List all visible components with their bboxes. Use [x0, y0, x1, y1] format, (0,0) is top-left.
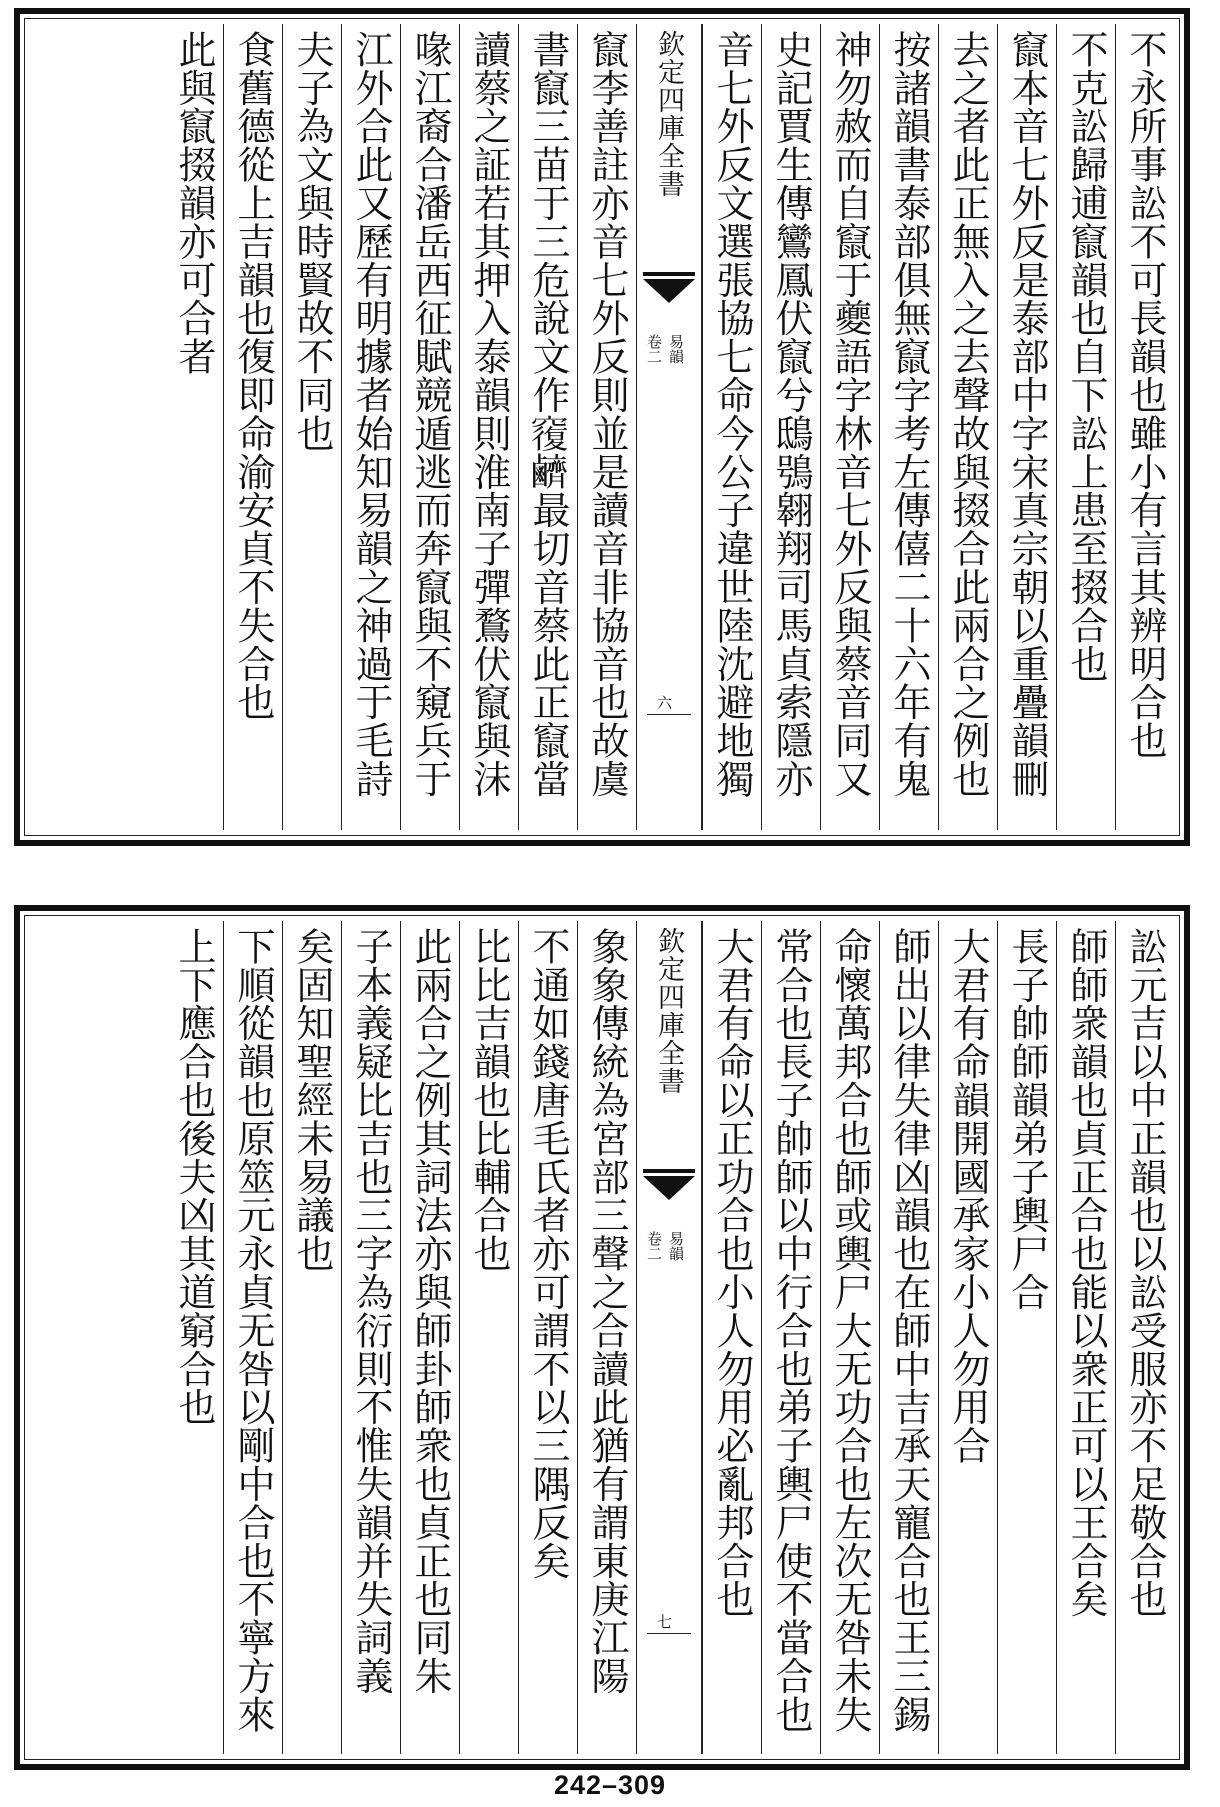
- text-column: 竄本音七外反是泰部中字宋真宗朝以重疊韻刪: [997, 24, 1056, 830]
- fold-rule: [647, 1633, 691, 1634]
- top-page: [14, 8, 1190, 846]
- text-column: 史記賈生傳鸞鳳伏竄兮鴟鴞翱翔司馬貞索隱亦: [761, 24, 820, 830]
- text-column: 神勿赦而自竄于夔語字林音七外反與蔡音同又: [820, 24, 879, 830]
- text-column: 命懷萬邦合也師或輿尸大无功合也左次无咎未失: [820, 921, 879, 1754]
- collection-title: 欽定四庫全書: [653, 30, 684, 198]
- center-fold-header: [636, 921, 702, 1754]
- book-title: 易韻: [667, 1231, 685, 1261]
- text-column: 按諸韻書泰部俱無竄字考左傳僖二十六年有鬼: [879, 24, 938, 830]
- collection-title: 欽定四庫全書: [653, 927, 684, 1095]
- center-fold-header: [636, 24, 702, 830]
- text-column: 竄李善註亦音七外反則並是讀音非協音也故虞: [577, 24, 636, 830]
- text-column: 常合也長子帥師以中行合也弟子輿尸使不當合也: [761, 921, 820, 1754]
- text-column: 比比吉韻也比輔合也: [459, 921, 518, 1754]
- top-columns: [30, 24, 1174, 830]
- fishtail-mark: [643, 1169, 695, 1215]
- text-column: 書竄三苗于三危說文作𥨍𪊆最切音蔡此正竄當: [518, 24, 577, 830]
- text-column: 矣固知聖經未易議也: [282, 921, 341, 1754]
- text-column: 大君有命韻開國承家小人勿用合: [938, 921, 997, 1754]
- volume-label: 卷二: [645, 1231, 663, 1261]
- book-title: 易韻: [667, 334, 685, 364]
- text-column: 江外合此又歷有明據者始知易韻之神過于毛詩: [341, 24, 400, 830]
- text-column: 不克訟歸逋竄韻也自下訟上患至掇合也: [1056, 24, 1115, 830]
- text-column: 子本義疑比吉也三字為衍則不惟失韻并失詞義: [341, 921, 400, 1754]
- bottom-page: [14, 905, 1190, 1770]
- text-column: 喙江裔合潘岳西征賦競遁逃而奔竄與不窺兵于: [400, 24, 459, 830]
- text-column: 上下應合也後夫凶其道窮合也: [172, 927, 216, 1427]
- text-column: 食舊德從上吉韻也復即命渝安貞不失合也: [223, 24, 282, 830]
- text-column: 象象傳統為宮部三聲之合讀此猶有謂東庚江陽: [577, 921, 636, 1754]
- text-column: 此與竄掇韻亦可合者: [172, 30, 216, 376]
- fishtail-mark: [643, 272, 695, 318]
- page-code: 242–309: [553, 1770, 667, 1800]
- text-column: 此兩合之例其詞法亦與師卦師衆也貞正也同朱: [400, 921, 459, 1754]
- text-column: 長子帥師韻弟子輿尸合: [997, 921, 1056, 1754]
- text-column: 不通如錢唐毛氏者亦可謂不以三隅反矣: [518, 921, 577, 1754]
- text-column: 音七外反文選張協七命今公子違世陸沈避地獨: [702, 24, 761, 830]
- fold-rule: [647, 714, 691, 715]
- text-column: 夫子為文與時賢故不同也: [282, 24, 341, 830]
- text-column: 師師衆韻也貞正合也能以衆正可以王合矣: [1056, 921, 1115, 1754]
- text-column: 下順從韻也原筮元永貞无咎以剛中合也不寧方來: [223, 921, 282, 1754]
- folio-number: 七: [657, 1613, 673, 1631]
- text-column: 師出以律失律凶韻也在師中吉承天寵合也王三錫: [879, 921, 938, 1754]
- text-column: 讀蔡之証若其押入泰韻則淮南子彈鶩伏竄與沬: [459, 24, 518, 830]
- bottom-columns: [30, 921, 1174, 1754]
- text-column: 不永所事訟不可長韻也雖小有言其辨明合也: [1115, 24, 1174, 830]
- text-column: 訟元吉以中正韻也以訟受服亦不足敬合也: [1115, 921, 1174, 1754]
- text-column: 去之者此正無入之去聲故與掇合此兩合之例也: [938, 24, 997, 830]
- text-column: 大君有命以正功合也小人勿用必亂邦合也: [702, 921, 761, 1754]
- folio-number: 六: [657, 694, 673, 712]
- volume-label: 卷二: [645, 334, 663, 364]
